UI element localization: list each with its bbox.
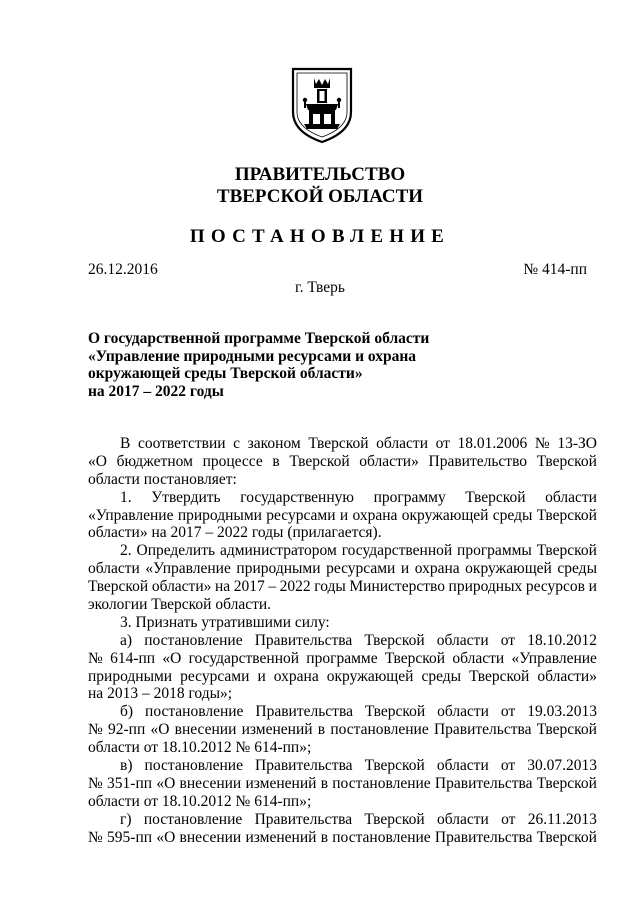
body-word: 2022	[279, 578, 311, 596]
body-line	[88, 453, 597, 471]
body-word: Тверской	[364, 810, 425, 828]
body-word: от	[143, 739, 162, 757]
body-word: области	[436, 810, 489, 828]
body-word: В	[120, 435, 131, 452]
body-word: 18.10.2012	[527, 631, 597, 649]
body-word: 3.	[120, 613, 136, 631]
body-word: и	[257, 667, 266, 685]
body-word: области	[545, 488, 597, 506]
body-word: «О	[150, 721, 170, 739]
body-word: Правительства	[254, 810, 353, 828]
body-word: 2018	[153, 685, 189, 703]
body-word: с	[233, 435, 241, 452]
body-word: «О	[162, 649, 182, 667]
body-word: 19.03.2013	[527, 703, 597, 721]
body-line	[88, 632, 597, 650]
body-word: от	[435, 435, 450, 452]
body-word: ресурсами	[326, 560, 396, 578]
body-word: процессе	[202, 452, 263, 470]
body-word: в	[320, 828, 329, 846]
body-line	[88, 471, 597, 489]
body-word: 18.10.2012	[161, 739, 236, 757]
body-word: от	[500, 703, 516, 721]
body-word: от	[500, 631, 516, 649]
body-word: №	[534, 435, 550, 452]
body-word: Тверской	[364, 703, 426, 721]
body-word: Правительство	[428, 452, 528, 470]
body-word: Правительства	[433, 721, 532, 739]
body-word: Тверской	[536, 774, 597, 792]
body-word: государственной	[188, 649, 300, 667]
body-word: Тверской	[364, 631, 425, 649]
body-word: программы	[457, 542, 532, 560]
body-word: природных	[448, 578, 523, 596]
body-word: ресурсов	[525, 578, 585, 596]
title-line: О государственной программе Тверской области	[88, 330, 430, 347]
body-word: области	[436, 631, 489, 649]
document-title	[88, 330, 448, 400]
body-word: на	[214, 578, 231, 596]
body-word: 18.01.2006	[457, 435, 528, 452]
body-word: Тверской	[536, 721, 597, 739]
body-word: в	[317, 721, 326, 739]
body-word: «О	[88, 452, 107, 470]
body-word: №	[88, 649, 103, 667]
body-word: постановление	[330, 721, 429, 739]
body-word: и	[339, 506, 349, 524]
body-word: 614-пп»;	[254, 792, 312, 810]
body-word: охрана	[414, 560, 460, 578]
body-word: области	[88, 792, 144, 810]
body-word: утратившими	[201, 613, 295, 631]
body-word: Тверской	[536, 452, 597, 470]
body-word: Тверской	[364, 757, 425, 775]
body-word: государственную	[240, 488, 354, 506]
body-word: Утвердить	[151, 488, 221, 506]
body-line	[88, 614, 597, 632]
body-word: области	[437, 703, 489, 721]
body-word: «Управление	[511, 649, 597, 667]
body-line	[88, 507, 597, 525]
body-word: №	[88, 774, 103, 792]
body-word: Правительства	[255, 757, 353, 775]
body-word: охрана	[352, 506, 398, 524]
body-word: области	[376, 435, 428, 452]
body-word: 1.	[120, 488, 132, 506]
body-word: Тверской	[289, 452, 350, 470]
body-word: постановление	[144, 757, 243, 775]
body-word: от	[143, 792, 162, 810]
body-word: «О	[156, 774, 176, 792]
body-word: Определить	[136, 542, 216, 560]
body-word: г)	[120, 810, 132, 828]
body-word: администратором	[219, 542, 337, 560]
body-word: б)	[120, 703, 134, 721]
body-word: в)	[120, 757, 133, 775]
body-line	[88, 829, 597, 847]
document-body	[88, 435, 597, 846]
body-word: Тверской	[465, 488, 526, 506]
body-word: Тверской	[536, 506, 597, 524]
body-word: 614-пп	[110, 649, 156, 667]
body-line	[88, 578, 597, 596]
body-word: области	[436, 757, 489, 775]
body-word: области»	[359, 452, 419, 470]
body-line	[88, 685, 597, 703]
body-word: Правительства	[254, 631, 353, 649]
document-number: № 414-пп	[523, 261, 587, 278]
body-word: «Управление	[145, 560, 231, 578]
body-word: 614-пп»;	[254, 739, 312, 757]
body-word: №	[235, 792, 255, 810]
body-word: ресурсами	[266, 506, 336, 524]
coat-of-arms-emblem	[290, 66, 354, 144]
body-word: Правительства	[434, 828, 533, 846]
body-word: постановление	[144, 631, 243, 649]
body-word: окружающей	[465, 560, 552, 578]
body-line	[88, 793, 597, 811]
body-word: 2017	[233, 578, 265, 596]
body-word: Тверской	[384, 649, 446, 667]
body-word: программе	[306, 649, 378, 667]
body-line	[88, 435, 597, 453]
body-line	[88, 775, 597, 793]
body-word: природными	[236, 560, 321, 578]
body-word: законом	[247, 435, 301, 452]
body-word: 26.11.2013	[527, 810, 597, 828]
body-word: окружающей	[401, 506, 489, 524]
issuer-line-2: ТВЕРСКОЙ ОБЛАСТИ	[216, 186, 424, 207]
body-line	[88, 524, 597, 542]
body-word: «О	[156, 828, 176, 846]
body-line	[88, 668, 597, 686]
body-word: Тверской	[308, 435, 369, 452]
body-word: и	[400, 560, 410, 578]
body-word: постановление	[332, 828, 431, 846]
body-word: –	[268, 578, 277, 596]
body-word: окружающей	[326, 667, 414, 685]
body-word: области	[88, 470, 144, 488]
body-word: среды	[421, 667, 462, 685]
body-word: внесении	[179, 828, 242, 846]
body-word: №	[235, 739, 255, 757]
body-word: природными	[177, 506, 262, 524]
body-word: Правительства	[434, 774, 533, 792]
body-word: постановление	[145, 703, 244, 721]
body-word: ресурсами	[180, 667, 250, 685]
body-word: постановление	[332, 774, 431, 792]
body-word: постановляет:	[143, 470, 237, 488]
body-word: области	[88, 560, 140, 578]
body-word: №	[88, 828, 103, 846]
body-word: 30.07.2013	[527, 757, 597, 775]
body-word: от	[501, 810, 516, 828]
body-word: среды	[557, 560, 597, 578]
body-word: 18.10.2012	[161, 792, 236, 810]
body-line	[88, 811, 597, 829]
body-line	[88, 542, 597, 560]
body-word: области	[88, 739, 144, 757]
issuer-line-1: ПРАВИТЕЛЬСТВО	[234, 164, 406, 185]
body-word: 2022	[217, 524, 252, 542]
body-word: в	[320, 774, 329, 792]
title-line: на 2017 – 2022 годы	[88, 382, 224, 400]
body-line	[88, 703, 597, 721]
body-word: охрана	[273, 667, 319, 685]
body-word: –	[205, 524, 218, 542]
body-word: №	[88, 721, 103, 739]
body-line	[88, 721, 597, 739]
body-word: Признать	[135, 613, 202, 631]
body-word: экологии	[88, 596, 152, 614]
body-word: природными	[88, 667, 173, 685]
body-word: 13-ЗО	[557, 435, 597, 452]
body-word: области.	[215, 596, 272, 614]
body-word: на	[88, 685, 108, 703]
body-line	[88, 757, 597, 775]
body-word: Тверской	[536, 542, 597, 560]
document-type: ПОСТАНОВЛЕНИЕ	[189, 226, 451, 247]
body-word: области»	[151, 578, 212, 596]
body-word: 2017	[170, 524, 206, 542]
body-word: государственной	[341, 542, 453, 560]
document-date: 26.12.2016	[88, 261, 158, 278]
body-line	[88, 596, 597, 614]
body-word: изменений	[241, 721, 313, 739]
body-line	[88, 650, 597, 668]
body-word: –	[141, 685, 154, 703]
body-word: а)	[120, 631, 133, 649]
body-word: области»	[88, 524, 152, 542]
body-word: на	[151, 524, 171, 542]
body-word: области	[452, 649, 505, 667]
body-word: программу	[373, 488, 446, 506]
body-word: области»	[537, 667, 597, 685]
body-line	[88, 489, 597, 507]
body-word: 92-пп	[108, 721, 146, 739]
body-word: (прилагается).	[287, 524, 382, 542]
body-word: Тверской	[469, 667, 530, 685]
body-word: и	[588, 578, 597, 596]
body-word: годы»;	[188, 685, 233, 703]
body-word: Тверской	[151, 596, 216, 614]
body-word: внесении	[179, 774, 242, 792]
body-word: постановление	[143, 810, 243, 828]
body-word: годы	[314, 578, 346, 596]
body-word: годы	[251, 524, 288, 542]
document-city: г. Тверь	[295, 279, 345, 296]
body-word: изменений	[245, 828, 317, 846]
body-word: силу:	[294, 613, 330, 631]
body-word: в	[272, 452, 280, 470]
body-word: 351-пп	[107, 774, 153, 792]
body-word: внесении	[174, 721, 237, 739]
body-word: 2013	[107, 685, 142, 703]
title-line: «Управление природными ресурсами и охрана	[88, 347, 417, 365]
body-word: от	[500, 757, 516, 775]
body-word: 2.	[120, 542, 132, 560]
body-line	[88, 560, 597, 578]
body-word: Министерство	[349, 578, 445, 596]
body-word: Тверской	[536, 828, 597, 846]
body-word: 595-пп	[107, 828, 153, 846]
body-word: Правительства	[255, 703, 353, 721]
body-word: соответствии	[137, 435, 226, 452]
body-line	[88, 739, 597, 757]
body-word: Тверской	[88, 578, 149, 596]
body-word: изменений	[245, 774, 317, 792]
body-word: бюджетном	[116, 452, 193, 470]
body-word: среды	[492, 506, 533, 524]
body-word: «Управление	[88, 506, 174, 524]
title-line: окружающей среды Тверской области»	[88, 365, 363, 383]
